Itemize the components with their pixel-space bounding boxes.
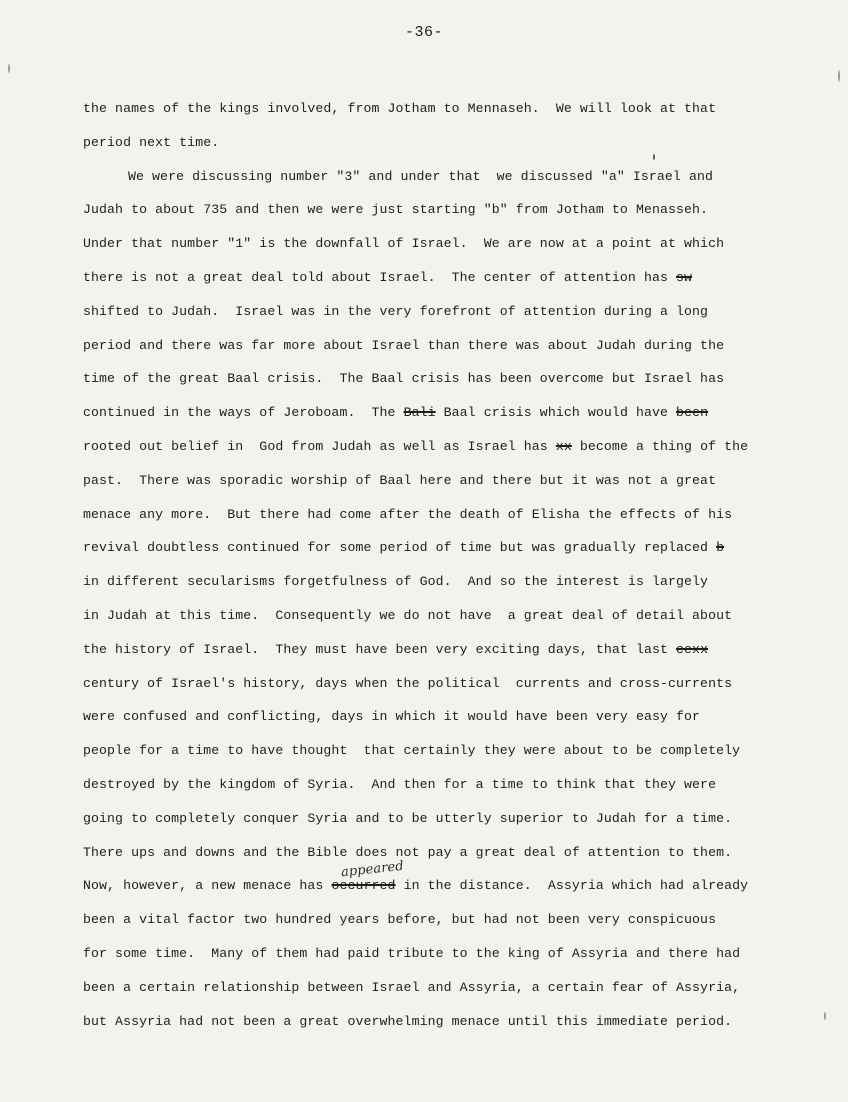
- text-line: past. There was sporadic worship of Baal here and there but it was not a great: [83, 472, 717, 488]
- text-line: been a vital factor two hundred years before, but had not been very conspicuous: [83, 912, 717, 928]
- text-line: revival doubtless continued for some period of time but was gradually replaced b: [83, 540, 725, 556]
- struck-text: occurred: [331, 878, 396, 894]
- struck-text: sw: [676, 269, 693, 285]
- text-line: shifted to Judah. Israel was in the very forefront of attention during a long: [83, 303, 709, 319]
- text-line: There ups and downs and the Bible does not pay a great deal of attention to them.: [83, 844, 733, 860]
- text-line: continued in the ways of Jeroboam. The Bali Baal crisis which would have been: [83, 405, 709, 421]
- struck-text: b: [716, 540, 725, 556]
- paper-speck: [8, 64, 10, 73]
- text-line: rooted out belief in God from Judah as well as Israel has xx become a thing of the: [83, 438, 749, 454]
- text-line: Under that number "1" is the downfall of Israel. We are now at a point at which: [83, 236, 725, 252]
- text-line: the history of Israel. They must have been very exciting days, that last cexx: [83, 641, 709, 657]
- text-line: the names of the kings involved, from Jotham to Mennaseh. We will look at that: [83, 101, 717, 116]
- text-line: there is not a great deal told about Israel. The center of attention has sw: [83, 269, 693, 285]
- text-line: We were discussing number "3" and under that we discussed "a" Israel and: [128, 168, 714, 184]
- text-line: for some time. Many of them had paid tribute to the king of Assyria and there had: [83, 945, 741, 961]
- paper-speck: [653, 154, 655, 160]
- text-line: but Assyria had not been a great overwhelming menace until this immediate period.: [83, 1013, 733, 1029]
- text-line: destroyed by the kingdom of Syria. And then for a time to think that they were: [83, 776, 717, 792]
- page-number: -36-: [404, 24, 443, 41]
- text-line: menace any more. But there had come after the death of Elisha the effects of his: [83, 506, 733, 522]
- text-line: time of the great Baal crisis. The Baal crisis has been overcome but Israel has: [83, 371, 725, 387]
- text-line: century of Israel's history, days when the political currents and cross-currents: [83, 675, 733, 691]
- text-line: Judah to about 735 and then we were just starting "b" from Jotham to Menasseh.: [83, 202, 709, 218]
- struck-text: xx: [555, 438, 572, 454]
- text-line: in Judah at this time. Consequently we do not have a great deal of detail about: [83, 607, 733, 623]
- typed-body: [83, 98, 803, 1044]
- text-line: people for a time to have thought that certainly they were about to be completely: [83, 743, 741, 759]
- handwritten-insertion: appeared: [340, 859, 405, 881]
- paper-speck: [824, 1012, 826, 1020]
- text-line: Now, however, a new menace has occurred in the distance. Assyria which had already appeared: [83, 875, 803, 909]
- struck-text: been: [676, 405, 709, 421]
- struck-text: Bali: [403, 405, 436, 421]
- paper-speck: [838, 70, 840, 82]
- text-line: were confused and conflicting, days in which it would have been very easy for: [83, 709, 701, 725]
- text-line: period next time.: [83, 134, 220, 150]
- struck-text: cexx: [676, 641, 709, 657]
- text-line: period and there was far more about Israel than there was about Judah during the: [83, 337, 725, 353]
- text-line: been a certain relationship between Israel and Assyria, a certain fear of Assyria,: [83, 979, 741, 995]
- text-line: in different secularisms forgetfulness of God. And so the interest is largely: [83, 574, 709, 590]
- text-line: going to completely conquer Syria and to be utterly superior to Judah for a time.: [83, 810, 733, 826]
